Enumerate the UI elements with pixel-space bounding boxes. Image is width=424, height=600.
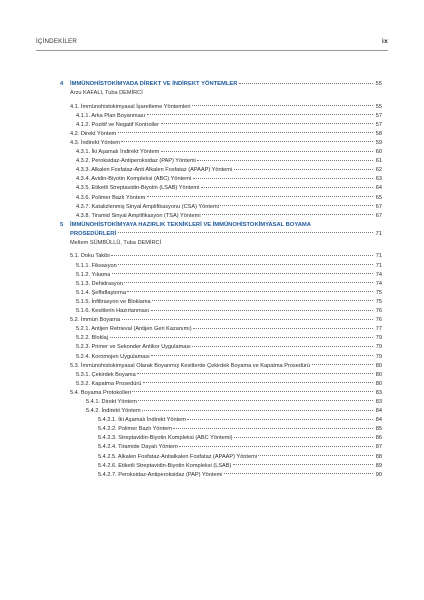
entry-page-number: 67 bbox=[375, 203, 382, 210]
dot-leader bbox=[234, 437, 372, 438]
entry-page-number: 84 bbox=[375, 417, 382, 424]
dot-leader bbox=[112, 273, 373, 274]
entry-title: 5.2.1. Antijen Retrieval (Antijen Geri Kazanımı) bbox=[76, 326, 192, 333]
dot-leader bbox=[118, 132, 373, 133]
chapter-authors: Arzu KAFALI, Tuba DEMİRCİ bbox=[70, 90, 143, 97]
entry-page-number: 57 bbox=[375, 112, 382, 119]
entry-page-number: 80 bbox=[375, 371, 382, 378]
entry-title: 4.3.6. Polimer Bazlı Yöntem bbox=[76, 194, 146, 201]
toc-entry[interactable] bbox=[60, 184, 382, 193]
entry-page-number: 71 bbox=[375, 262, 382, 269]
dot-leader bbox=[202, 214, 372, 215]
toc-entry[interactable] bbox=[60, 453, 382, 462]
entry-page-number: 60 bbox=[375, 149, 382, 156]
toc-entry[interactable] bbox=[60, 175, 382, 184]
table-of-contents bbox=[60, 80, 382, 480]
toc-entry[interactable] bbox=[60, 425, 382, 434]
toc-entry[interactable] bbox=[60, 194, 382, 203]
entry-page-number: 88 bbox=[375, 453, 382, 460]
toc-entry[interactable] bbox=[60, 289, 382, 298]
toc-entry[interactable] bbox=[60, 212, 382, 221]
entry-title: 5.1.3. Dehidrasyon bbox=[76, 280, 123, 287]
toc-chapter-entry[interactable] bbox=[60, 230, 382, 239]
dot-leader bbox=[224, 473, 373, 474]
entry-title: 4.1.2. Pozitif ve Negatif Kontroller bbox=[76, 121, 160, 128]
toc-entry[interactable] bbox=[60, 443, 382, 452]
entry-title: 5.4.2.6. Etiketli Streptavidin-Biyotin Kompleksi (LSAB) bbox=[98, 462, 232, 469]
toc-chapter-entry[interactable] bbox=[60, 80, 382, 89]
entry-title: 4.3.2. Peroksidaz-Antiperoksidaz (PAP) Yöntemi bbox=[76, 158, 196, 165]
entry-page-number: 77 bbox=[375, 326, 382, 333]
section-title: İÇİNDEKİLER bbox=[36, 38, 78, 45]
entry-title: İMMÜNOHİSTOKİMYADA DİREKT VE İNDİREKT YÖNTEMLER bbox=[70, 81, 238, 87]
toc-entry[interactable] bbox=[60, 398, 382, 407]
toc-entry[interactable] bbox=[60, 112, 382, 121]
toc-chapter-entry[interactable] bbox=[60, 221, 382, 230]
toc-entry[interactable] bbox=[60, 103, 382, 112]
entry-title: 5.1.6. Kesitlerin Hazırlanması bbox=[76, 308, 150, 315]
toc-entry[interactable] bbox=[60, 343, 382, 352]
entry-page-number: 55 bbox=[375, 103, 382, 110]
entry-title: 5.3.1. Çekirdek Boyama bbox=[76, 371, 136, 378]
entry-page-number: 67 bbox=[375, 212, 382, 219]
entry-page-number: 76 bbox=[375, 317, 382, 324]
entry-title: 5.4.2.3. Streptavidin-Biyotin Kompleksi (ABC Yöntemi) bbox=[98, 435, 233, 442]
entry-page-number: 89 bbox=[375, 462, 382, 469]
chapter-authors: Meltem SÜMBÜLLÜ, Tuba DEMİRCİ bbox=[70, 239, 162, 246]
entry-title: 5.2.3. Primer ve Sekonder Antikor Uygulaması bbox=[76, 344, 191, 351]
entry-page-number: 85 bbox=[375, 426, 382, 433]
entry-title: 5.2. İmmün Boyama bbox=[70, 317, 121, 324]
dot-leader bbox=[122, 319, 373, 320]
entry-title: 4.3.5. Etiketli Streptavidin-Biyotin (LSAB) Yöntemi bbox=[76, 185, 200, 192]
toc-entry[interactable] bbox=[60, 434, 382, 443]
dot-leader bbox=[161, 151, 373, 152]
toc-entry[interactable] bbox=[60, 307, 382, 316]
toc-entry[interactable] bbox=[60, 380, 382, 389]
toc-entry[interactable] bbox=[60, 462, 382, 471]
dot-leader bbox=[151, 310, 373, 311]
entry-title: 5.1.1. Fiksasyon bbox=[76, 262, 117, 269]
dot-leader bbox=[239, 83, 373, 84]
entry-page-number: 58 bbox=[375, 130, 382, 137]
toc-entry[interactable] bbox=[60, 130, 382, 139]
entry-title: 4.3. İndirekt Yöntem bbox=[70, 139, 120, 146]
dot-leader bbox=[193, 178, 373, 179]
entry-page-number: 64 bbox=[375, 185, 382, 192]
entry-page-number: 86 bbox=[375, 435, 382, 442]
dot-leader bbox=[142, 410, 372, 411]
dot-leader bbox=[234, 169, 373, 170]
entry-title: 5.2.4. Koromojen Uygulaması bbox=[76, 353, 150, 360]
entry-title: 5.4.1. Direkt Yöntem bbox=[86, 398, 137, 405]
dot-leader bbox=[118, 232, 373, 233]
toc-entry[interactable] bbox=[60, 121, 382, 130]
entry-title: 5.1.5. İnfiltrasyon ve Bloklama bbox=[76, 298, 151, 305]
entry-title: 5.3.2. Kapatma Prosedürü bbox=[76, 380, 142, 387]
dot-leader bbox=[193, 328, 372, 329]
entry-title: 5.4.2.1. İki Aşamalı İndirekt Yöntem bbox=[98, 417, 186, 424]
toc-entry[interactable] bbox=[60, 139, 382, 148]
dot-leader bbox=[127, 291, 372, 292]
dot-leader bbox=[147, 114, 373, 115]
entry-page-number: 59 bbox=[375, 139, 382, 146]
entry-title: 5.4.2.2. Polimer Bazlı Yöntem bbox=[98, 426, 172, 433]
entry-page-number: 80 bbox=[375, 362, 382, 369]
running-header bbox=[36, 38, 388, 45]
toc-entry[interactable] bbox=[60, 371, 382, 380]
entry-page-number: 55 bbox=[375, 81, 382, 87]
entry-page-number: 84 bbox=[375, 408, 382, 415]
entry-title: 5.4.2. İndirekt Yöntem bbox=[86, 408, 141, 415]
toc-entry[interactable] bbox=[60, 353, 382, 362]
dot-leader bbox=[192, 346, 372, 347]
entry-page-number: 74 bbox=[375, 280, 382, 287]
dot-leader bbox=[152, 300, 372, 301]
dot-leader bbox=[173, 428, 372, 429]
dot-leader bbox=[161, 123, 373, 124]
dot-leader bbox=[187, 419, 372, 420]
entry-page-number: 90 bbox=[375, 471, 382, 478]
dot-leader bbox=[111, 255, 372, 256]
entry-page-number: 65 bbox=[375, 194, 382, 201]
entry-page-number: 71 bbox=[375, 253, 382, 260]
entry-title: 5.1.4. Şeffaflaştırma bbox=[76, 289, 126, 296]
entry-title: 5.1. Doku Takibi bbox=[70, 253, 110, 260]
entry-title: 4.3.8. Tiramid Sinyal Amplifikasyon (TSA) Yöntemi bbox=[76, 212, 201, 219]
entry-title: 5.4.2.4. Tiramide Dayalı Yöntem bbox=[98, 444, 178, 451]
dot-leader bbox=[143, 382, 373, 383]
dot-leader bbox=[118, 264, 372, 265]
toc-entry[interactable] bbox=[60, 362, 382, 371]
entry-page-number: 87 bbox=[375, 444, 382, 451]
chapter-number: 4 bbox=[60, 81, 64, 87]
dot-leader bbox=[151, 355, 372, 356]
chapter-number: 5 bbox=[60, 221, 64, 228]
entry-page-number: 79 bbox=[375, 353, 382, 360]
entry-page-number: 76 bbox=[375, 308, 382, 315]
dot-leader bbox=[110, 337, 373, 338]
dot-leader bbox=[312, 364, 373, 365]
toc-entry[interactable] bbox=[60, 389, 382, 398]
toc-entry[interactable] bbox=[60, 334, 382, 343]
entry-page-number: 75 bbox=[375, 289, 382, 296]
entry-title: 4.1.1. Arka Plan Boyanması bbox=[76, 112, 146, 119]
dot-leader bbox=[192, 105, 372, 106]
entry-page-number: 83 bbox=[375, 389, 382, 396]
toc-entry[interactable] bbox=[60, 203, 382, 212]
toc-entry[interactable] bbox=[60, 280, 382, 289]
entry-page-number: 79 bbox=[375, 335, 382, 342]
entry-title: 4.3.3. Alkalen Fosfataz-Anti Alkalen Fosfataz (APAAP) Yöntemi bbox=[76, 167, 233, 174]
toc-entry[interactable] bbox=[60, 148, 382, 157]
entry-page-number: 83 bbox=[375, 398, 382, 405]
toc-entry[interactable] bbox=[60, 325, 382, 334]
toc-entry[interactable] bbox=[60, 416, 382, 425]
dot-leader bbox=[137, 373, 372, 374]
dot-leader bbox=[197, 160, 372, 161]
toc-entry[interactable] bbox=[60, 252, 382, 261]
dot-leader bbox=[121, 141, 372, 142]
entry-title: 5.2.2. Bloklaj bbox=[76, 335, 109, 342]
toc-entry[interactable] bbox=[60, 262, 382, 271]
entry-title: İMMÜNOHİSTOKİMYAYA HAZIRLIK TEKNİKLERİ VE İMMÜNOHİSTOKİMYASAL BOYAMA bbox=[70, 221, 311, 228]
entry-title: 4.1. İmmünohistokimyasal İşaretleme Yöntemleri bbox=[70, 103, 191, 110]
entry-page-number: 74 bbox=[375, 271, 382, 278]
toc-entry[interactable] bbox=[60, 157, 382, 166]
entry-page-number: 75 bbox=[375, 298, 382, 305]
entry-page-number: 63 bbox=[375, 176, 382, 183]
dot-leader bbox=[258, 455, 372, 456]
entry-page-number: 61 bbox=[375, 158, 382, 165]
header-rule bbox=[36, 50, 388, 51]
entry-page-number: 79 bbox=[375, 344, 382, 351]
dot-leader bbox=[138, 400, 372, 401]
dot-leader bbox=[132, 391, 372, 392]
entry-title: 4.3.4. Avidin-Biyotin Kompleksi (ABC) Yöntemi bbox=[76, 176, 192, 183]
dot-leader bbox=[147, 196, 373, 197]
entry-title: PROSEDÜRLERİ bbox=[70, 230, 117, 237]
entry-page-number: 80 bbox=[375, 380, 382, 387]
toc-entry[interactable] bbox=[60, 166, 382, 175]
toc-entry[interactable] bbox=[60, 471, 382, 480]
entry-title: 5.4. Boyama Protokolleri bbox=[70, 389, 131, 396]
entry-title: 5.4.2.7. Peroksidaz-Antiperoksidaz (PAP) Yöntemi bbox=[98, 471, 223, 478]
dot-leader bbox=[201, 187, 373, 188]
toc-entry[interactable] bbox=[60, 407, 382, 416]
entry-title: 5.1.2. Yıkama bbox=[76, 271, 111, 278]
entry-title: 5.3. İmmünohistokimyasal Olarak Boyanmış Kesitlerde Çekirdek Boyama ve Kapatma Prosedürü bbox=[70, 362, 311, 369]
entry-page-number: 62 bbox=[375, 167, 382, 174]
entry-title: 5.4.2.5. Alkalen Fosfataz-Antialkalen Fosfataz (APAAP) Yöntemi bbox=[98, 453, 257, 460]
dot-leader bbox=[124, 282, 372, 283]
page-number: ix bbox=[381, 38, 388, 45]
entry-title: 4.3.7. Katalizlenmiş Sinyal Amplifikasyonu (CSA) Yöntemi bbox=[76, 203, 219, 210]
entry-page-number: 57 bbox=[375, 121, 382, 128]
toc-entry[interactable] bbox=[60, 271, 382, 280]
entry-title: 4.3.1. İki Aşamalı İndirekt Yöntem bbox=[76, 149, 160, 156]
toc-entry[interactable] bbox=[60, 316, 382, 325]
dot-leader bbox=[233, 464, 373, 465]
dot-leader bbox=[220, 205, 372, 206]
toc-entry[interactable] bbox=[60, 298, 382, 307]
entry-page-number: 71 bbox=[375, 230, 382, 237]
dot-leader bbox=[179, 446, 372, 447]
entry-title: 4.2. Direkt Yöntem bbox=[70, 130, 117, 137]
